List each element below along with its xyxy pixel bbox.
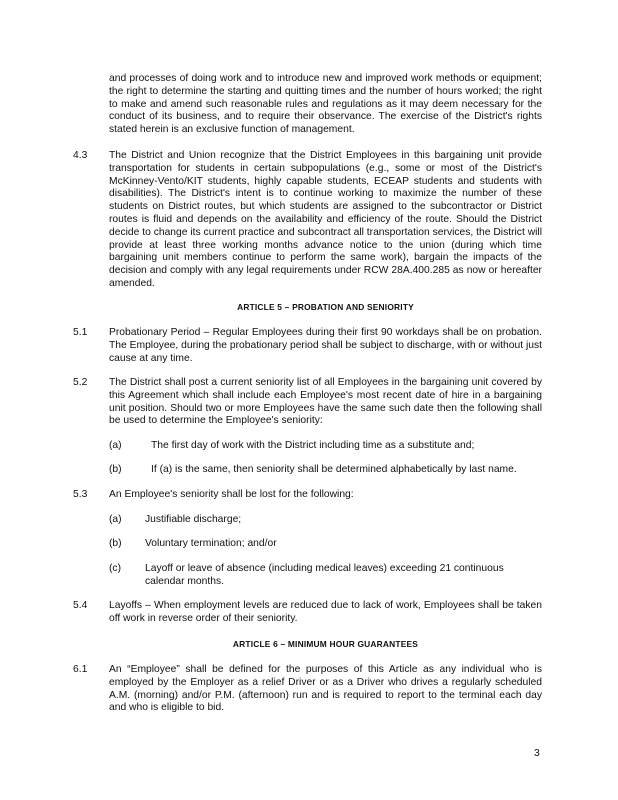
section-5-2-number: 5.2: [73, 377, 88, 388]
section-5-2-item-a-label: (a): [109, 440, 122, 451]
section-5-2-item-b-text: If (a) is the same, then seniority shall be determined alphabetically by last name.: [151, 464, 517, 475]
section-5-3-item-b-text: Voluntary termination; and/or: [145, 538, 277, 549]
section-5-3-number: 5.3: [73, 489, 88, 500]
section-5-1-number: 5.1: [73, 327, 88, 338]
section-5-2-text: The District shall post a current seniority list of all Employees in the bargaining unit covered by this Agreement which shall include each Employee's most recent date of hire in a bargaining unit position. Should two or more Employees have the same such date then the following shall be used to determine the Employee's seniority:: [109, 377, 542, 427]
section-5-3-text: An Employee's seniority shall be lost for the following:: [109, 489, 354, 500]
section-5-4-number: 5.4: [73, 600, 88, 611]
section-5-3-item-a-text: Justifiable discharge;: [145, 514, 242, 525]
intro-paragraph: and processes of doing work and to introduce new and improved work methods or equipment; the right to determine the starting and quitting times and the number of hours worked; the right to make and amend such reasonable rules and regulations as it may deem necessary for the conduct of its business, and to require their observance. The exercise of the District's rights stated herein is an exclusive function of management.: [109, 73, 542, 136]
section-5-3-item-c-text: Layoff or leave of absence (including medical leaves) exceeding 21 continuous calendar months.: [145, 563, 504, 587]
section-4-3-number: 4.3: [73, 150, 88, 161]
article-6-heading: ARTICLE 6 – MINIMUM HOUR GUARANTEES: [232, 639, 419, 649]
section-5-4-text: Layoffs – When employment levels are reduced due to lack of work, Employees shall be taken off work in reverse order of their seniority.: [109, 600, 542, 624]
section-5-2-item-a-text: The first day of work with the District including time as a substitute and;: [151, 440, 475, 451]
section-5-3-item-a-label: (a): [109, 514, 122, 525]
section-5-3-item-c-label: (c): [109, 563, 122, 574]
section-6-1-number: 6.1: [73, 664, 88, 675]
article-5-heading: ARTICLE 5 – PROBATION AND SENIORITY: [237, 302, 414, 312]
section-4-3-text: The District and Union recognize that the District Employees in this bargaining unit provide transportation for students in certain subpopulations (e.g., some or most of the District's McKinney-Vento/KIT students, highly capable students, ECEAP students and students with disabilities). The District's intent is to continue working to maximize the number of these students on District routes, but which students are assigned to the subcontractor or District routes is fluid and depends on the availability and efficiency of the route. Should the District decide to change its current practice and subcontract all transportation services, the District will provide at least three working months advance notice to the union (during which time bargaining unit members continue to perform the same work), bargain the impacts of the decision and comply with any legal requirements under RCW 28A.400.285 as now or hereafter amended.: [109, 150, 542, 289]
section-5-1-text: Probationary Period – Regular Employees during their first 90 workdays shall be on probation. The Employee, during the probationary period shall be subject to discharge, with or without just cause at any time.: [109, 327, 542, 364]
section-5-2-item-b-label: (b): [109, 464, 122, 475]
section-6-1-text: An “Employee” shall be defined for the purposes of this Article as any individual who is employed by the Employer as a relief Driver or as a Driver who drives a regularly scheduled A.M. (morning) and/or P.M. (afternoon) run and is required to report to the terminal each day and who is eligible to bid.: [109, 664, 542, 714]
section-5-3-item-b-label: (b): [109, 538, 122, 549]
page-number: 3: [534, 748, 540, 759]
